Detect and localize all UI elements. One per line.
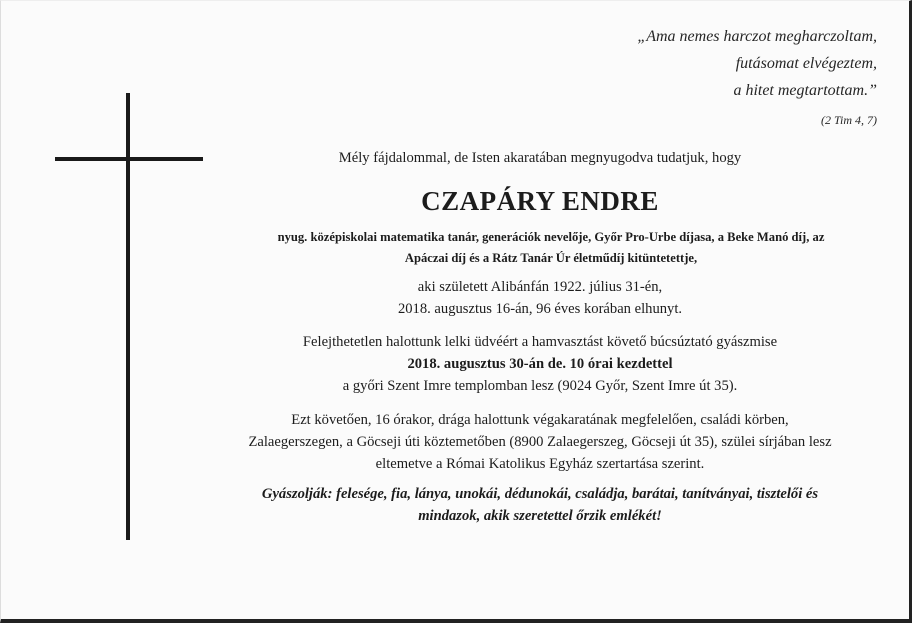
notice-body bbox=[201, 147, 879, 527]
funeral-mass-info bbox=[201, 331, 879, 397]
burial-line: Zalaegerszegen, a Göcseji úti köztemetőben (8900 Zalaegerszeg, Göcseji út 35), szülei sírjában lesz bbox=[248, 434, 832, 450]
birth-line: aki született Alibánfán 1922. július 31-én, bbox=[417, 279, 663, 295]
mass-place: a győri Szent Imre templomban lesz (9024 Győr, Szent Imre út 35). bbox=[342, 378, 738, 394]
mourners-line: mindazok, akik szeretettel őrzik emlékét! bbox=[418, 508, 662, 524]
verse-line: futásomat elvégeztem, bbox=[735, 55, 877, 72]
verse-line: a hitet megtartottam.” bbox=[733, 82, 877, 99]
intro-text: Mély fájdalommal, de Isten akaratában megnyugodva tudatjuk, hogy bbox=[338, 150, 742, 166]
burial-line: eltemetve a Római Katolikus Egyház szertartása szerint. bbox=[375, 456, 705, 472]
cross-icon-crossbar bbox=[55, 157, 203, 161]
deceased-name: CZAPÁRY ENDRE bbox=[421, 186, 659, 216]
titles-line: nyug. középiskolai matematika tanár, generációk nevelője, Győr Pro-Urbe díjasa, a Beke Manó díj, az bbox=[277, 230, 825, 244]
burial-info bbox=[201, 409, 879, 475]
verse-reference: (2 Tim 4, 7) bbox=[820, 113, 877, 127]
birth-death-info bbox=[201, 276, 879, 320]
mass-intro: Felejthetetlen halottunk lelki üdvéért a hamvasztást követő búcsúztató gyászmise bbox=[302, 334, 778, 350]
mourners-line: Gyászolják: felesége, fia, lánya, unokái, dédunokái, családja, barátai, tanítványai, tisztelői és bbox=[261, 486, 819, 502]
death-line: 2018. augusztus 16-án, 96 éves korában elhunyt. bbox=[397, 301, 683, 317]
verse-line: „Ama nemes harczot megharczoltam, bbox=[637, 28, 877, 45]
titles-line: Apáczai díj és a Rátz Tanár Úr életműdíj kitüntetettje, bbox=[404, 251, 698, 265]
bible-verse bbox=[637, 23, 877, 128]
mass-date: 2018. augusztus 30-án de. 10 órai kezdettel bbox=[407, 356, 673, 372]
deceased-titles bbox=[223, 227, 879, 269]
mourners bbox=[201, 483, 879, 527]
burial-line: Ezt követően, 16 órakor, drága halottunk végakaratának megfelelően, családi körben, bbox=[291, 412, 789, 428]
